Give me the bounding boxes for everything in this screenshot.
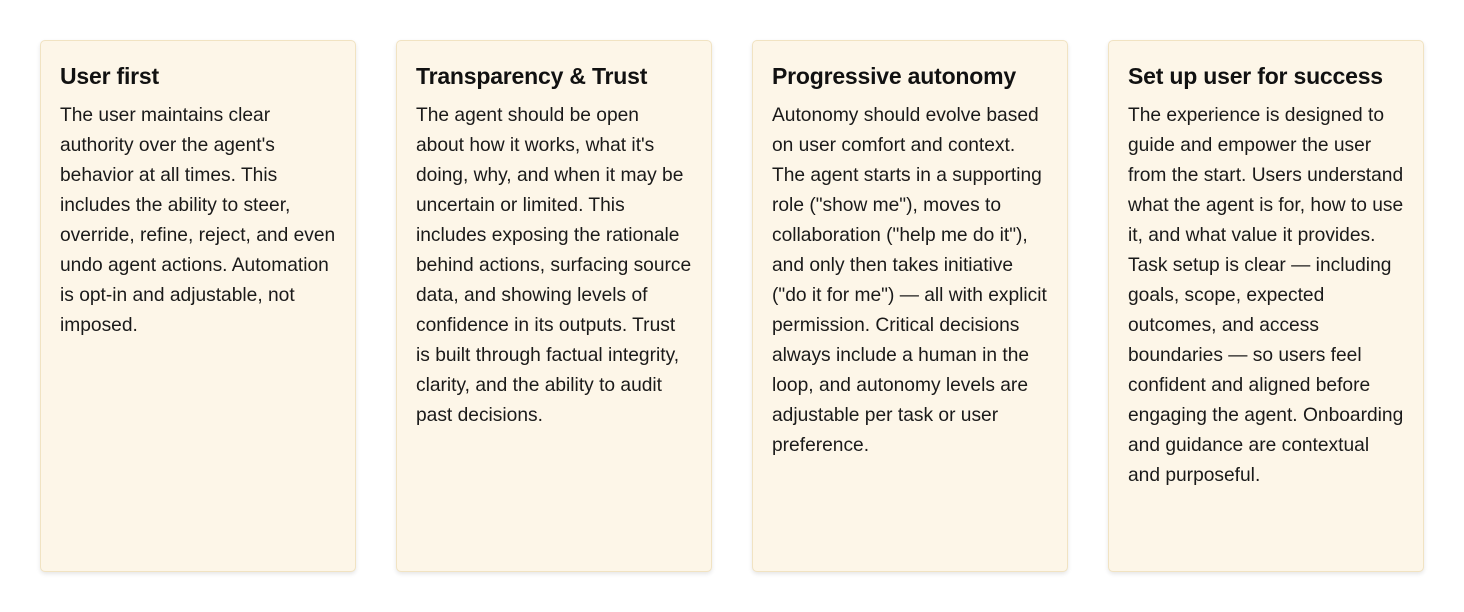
card-body: The agent should be open about how it works, what it's doing, why, and when it may be uncertain or limited. This includes exposing the rationale behind actions, surfacing source data, and showing levels of confidence in its outputs. Trust is built through factual integrity, clarity, and the ability to audit past decisions. xyxy=(416,105,692,426)
card-transparency-trust xyxy=(396,40,712,572)
card-set-up-user-for-success xyxy=(1108,40,1424,572)
card-body: Autonomy should evolve based on user comfort and context. The agent starts in a supporting role ("show me"), moves to collaboration ("help me do it"), and only then takes initiative ("do it for me") — all with explicit permission. Critical decisions always include a human in the loop, and autonomy levels are adjustable per task or user preference. xyxy=(772,105,1047,456)
card-title: Transparency & Trust xyxy=(416,63,648,89)
card-title: Progressive autonomy xyxy=(772,63,1016,89)
card-body: The user maintains clear authority over the agent's behavior at all times. This includes the ability to steer, override, refine, reject, and even undo agent actions. Automation is opt-in and adjustable, not imposed. xyxy=(60,105,336,336)
principles-card-row xyxy=(40,40,1424,572)
card-progressive-autonomy xyxy=(752,40,1068,572)
card-user-first xyxy=(40,40,356,572)
card-title: User first xyxy=(60,63,159,89)
card-body: The experience is designed to guide and empower the user from the start. Users understand what the agent is for, how to use it, and what value it provides. Task setup is clear — including goals, scope, expected outcomes, and access boundaries — so users feel confident and aligned before engaging the agent. Onboarding and guidance are contextual and purposeful. xyxy=(1128,105,1404,486)
card-title: Set up user for success xyxy=(1128,63,1383,89)
